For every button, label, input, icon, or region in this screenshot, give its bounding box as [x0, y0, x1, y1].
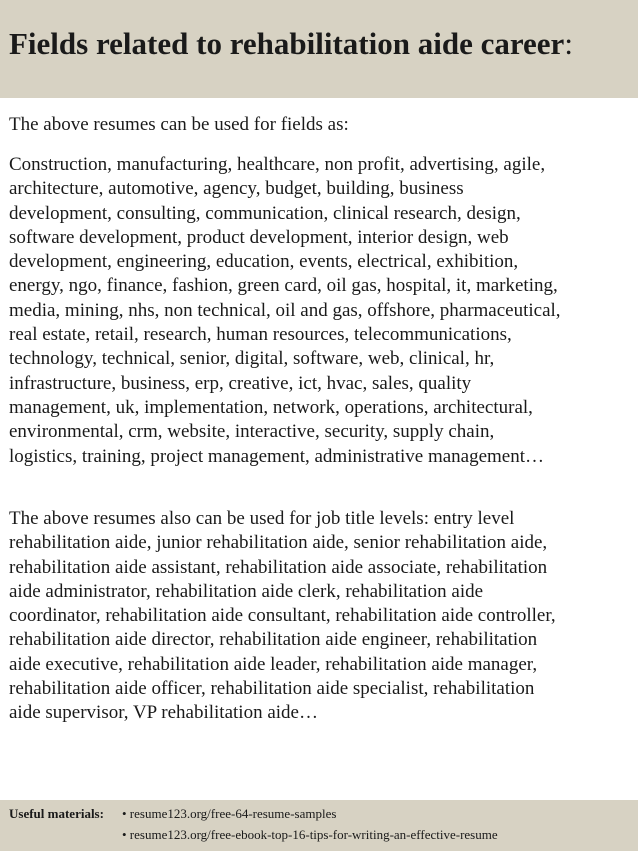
job-titles-line: coordinator, rehabilitation aide consultant, rehabilitation aide controller,: [9, 605, 556, 627]
page-title: [9, 26, 573, 62]
useful-materials-footer: [9, 803, 498, 845]
job-titles-line: rehabilitation aide officer, rehabilitation aide specialist, rehabilitation: [9, 678, 535, 700]
resume-ebook-link[interactable]: • resume123.org/free-ebook-top-16-tips-for-writing-an-effective-resume: [122, 827, 498, 842]
page-title-colon: :: [564, 26, 573, 61]
fields-line: Construction, manufacturing, healthcare, non profit, advertising, agile,: [9, 154, 546, 175]
fields-line: architecture, automotive, agency, budget, building, business: [9, 178, 464, 200]
fields-line: media, mining, nhs, non technical, oil and gas, offshore, pharmaceutical,: [9, 299, 561, 321]
fields-line: environmental, crm, website, interactive, security, supply chain,: [9, 421, 495, 443]
fields-line: energy, ngo, finance, fashion, green card, oil gas, hospital, it, marketing,: [9, 275, 558, 297]
useful-materials-label: Useful materials:: [9, 806, 104, 821]
job-titles-line: The above resumes also can be used for job title levels: entry level: [9, 508, 515, 529]
resume-samples-link[interactable]: • resume123.org/free-64-resume-samples: [122, 806, 337, 821]
fields-line: management, uk, implementation, network, operations, architectural,: [9, 396, 533, 418]
fields-line: development, consulting, communication, clinical research, design,: [9, 202, 521, 224]
fields-line: technology, technical, senior, digital, software, web, clinical, hr,: [9, 348, 495, 370]
footer-row-2: [9, 824, 498, 845]
job-titles-line: rehabilitation aide director, rehabilitation aide engineer, rehabilitation: [9, 629, 538, 651]
footer-row-1: [9, 803, 498, 824]
fields-line: software development, product development, interior design, web: [9, 226, 509, 248]
fields-line: real estate, retail, research, human resources, telecommunications,: [9, 324, 512, 346]
job-titles-line: rehabilitation aide, junior rehabilitation aide, senior rehabilitation aide,: [9, 532, 548, 554]
job-titles-line: rehabilitation aide assistant, rehabilitation aide associate, rehabilitation: [9, 556, 548, 578]
fields-line: development, engineering, education, events, electrical, exhibition,: [9, 251, 519, 273]
fields-line: logistics, training, project management, administrative management…: [9, 445, 545, 467]
job-titles-paragraph: [9, 507, 634, 726]
job-titles-line: aide administrator, rehabilitation aide clerk, rehabilitation aide: [9, 580, 484, 602]
fields-paragraph: [9, 153, 634, 469]
fields-line: infrastructure, business, erp, creative, ict, hvac, sales, quality: [9, 372, 472, 394]
intro-text: The above resumes can be used for fields as:: [9, 114, 349, 135]
job-titles-line: aide supervisor, VP rehabilitation aide…: [9, 702, 318, 724]
job-titles-line: aide executive, rehabilitation aide leader, rehabilitation aide manager,: [9, 653, 538, 675]
page-title-text: Fields related to rehabilitation aide career: [9, 26, 565, 61]
